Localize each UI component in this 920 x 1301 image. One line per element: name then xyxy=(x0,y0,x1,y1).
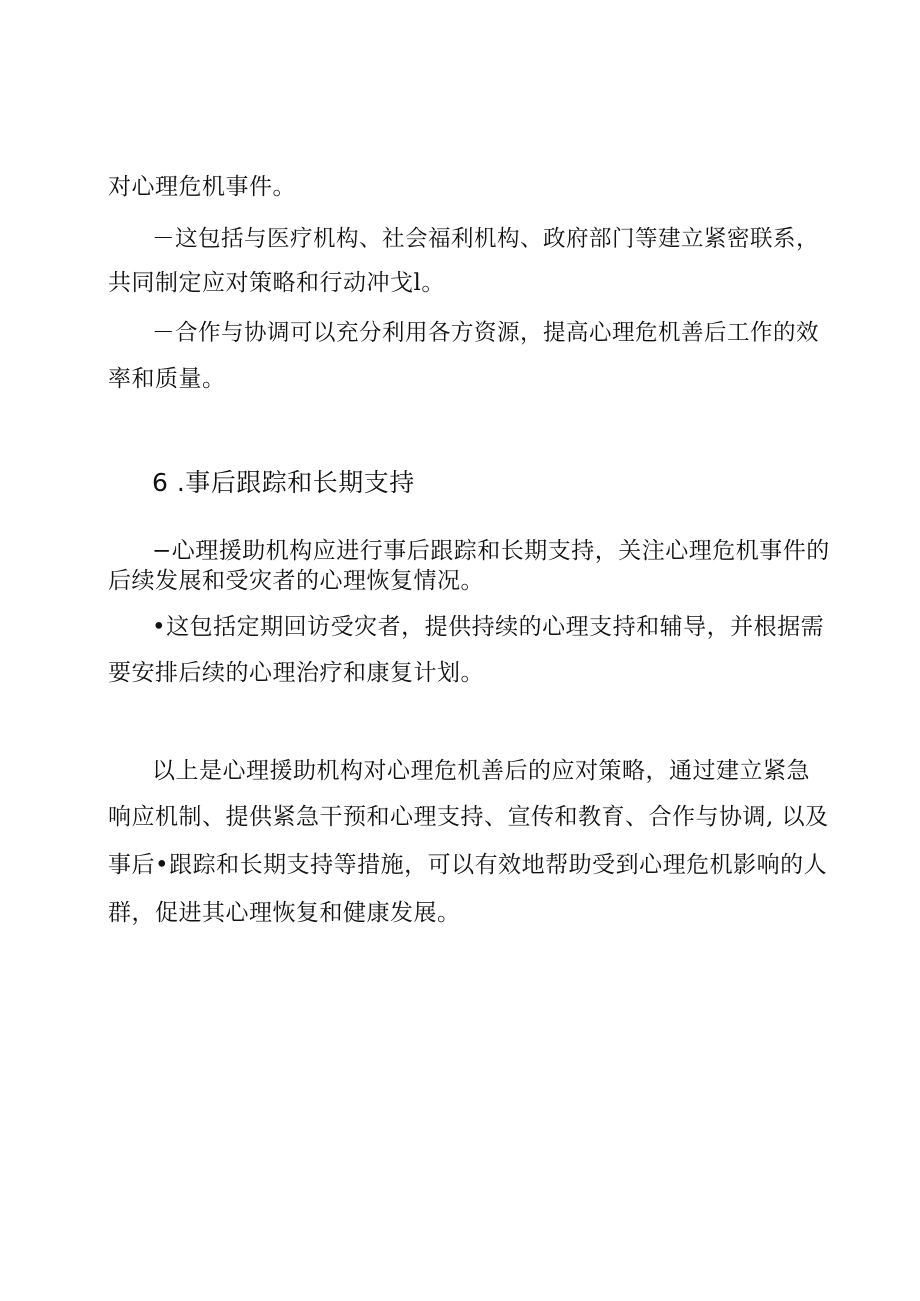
bullet-line: －合作与协调可以充分利用各方资源，提高心理危机善后工作的效 xyxy=(152,320,820,346)
bullet-line: •这包括定期回访受灾者，提供持续的心理支持和辅导，并根据需 xyxy=(152,614,825,640)
section-heading: 6 .事后跟踪和长期支持 xyxy=(152,468,415,497)
conclusion-line: 群，促进其心理恢复和健康发展。 xyxy=(108,900,461,926)
paragraph-line: 对心理危机事件。 xyxy=(108,174,296,200)
bullet-line: −心理援助机构应进行事后跟踪和长期支持，关注心理危机事件的 xyxy=(152,538,830,564)
bullet-line: 后续发展和受灾者的心理恢复情况。 xyxy=(108,568,484,594)
conclusion-line: 事后•跟踪和长期支持等措施，可以有效地帮助受到心理危机影响的人 xyxy=(108,852,828,878)
conclusion-line: 以上是心理援助机构对心理危机善后的应对策略，通过建立紧急 xyxy=(152,758,810,784)
conclusion-line: 响应机制、提供紧急干预和心理支持、宣传和教育、合作与协调, 以及 xyxy=(108,804,829,830)
bullet-line: －这包括与医疗机构、社会福利机构、政府部门等建立紧密联系， xyxy=(152,226,820,252)
bullet-line: 率和质量。 xyxy=(108,366,226,392)
bullet-line: 要安排后续的心理治疗和康复计划。 xyxy=(108,660,484,686)
bullet-line: 共同制定应对策略和行动冲戈l。 xyxy=(108,270,445,296)
